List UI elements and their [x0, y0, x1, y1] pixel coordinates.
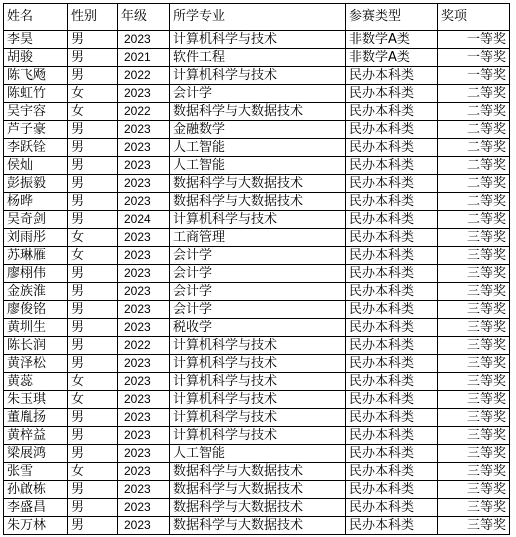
cell-major: 会计学 — [170, 301, 346, 319]
cell-category: 民办本科类 — [346, 67, 438, 85]
cell-category: 民办本科类 — [346, 499, 438, 517]
header-major: 所学专业 — [170, 4, 346, 31]
cell-category: 民办本科类 — [346, 85, 438, 103]
cell-major: 计算机科学与技术 — [170, 337, 346, 355]
cell-major: 计算机科学与技术 — [170, 373, 346, 391]
cell-major: 会计学 — [170, 247, 346, 265]
cell-major: 计算机科学与技术 — [170, 391, 346, 409]
cell-category: 民办本科类 — [346, 427, 438, 445]
cell-name: 梁展鸿 — [4, 445, 68, 463]
cell-award: 三等奖 — [438, 517, 510, 535]
cell-name: 吴奇剑 — [4, 211, 68, 229]
cell-gender: 男 — [68, 139, 118, 157]
table-row — [4, 463, 510, 481]
cell-category: 民办本科类 — [346, 373, 438, 391]
cell-major: 数据科学与大数据技术 — [170, 175, 346, 193]
cell-name: 黄蕊 — [4, 373, 68, 391]
cell-name: 陈飞飏 — [4, 67, 68, 85]
table-row — [4, 175, 510, 193]
cell-gender: 男 — [68, 67, 118, 85]
cell-name: 刘雨彤 — [4, 229, 68, 247]
award-table — [3, 3, 510, 535]
cell-grade: 2023 — [118, 481, 170, 499]
cell-grade: 2023 — [118, 445, 170, 463]
cell-gender: 女 — [68, 85, 118, 103]
table-row — [4, 283, 510, 301]
cell-award: 二等奖 — [438, 175, 510, 193]
cell-category: 民办本科类 — [346, 319, 438, 337]
cell-award: 三等奖 — [438, 481, 510, 499]
table-row — [4, 427, 510, 445]
cell-award: 三等奖 — [438, 409, 510, 427]
cell-major: 数据科学与大数据技术 — [170, 499, 346, 517]
cell-name: 朱万林 — [4, 517, 68, 535]
cell-gender: 男 — [68, 337, 118, 355]
cell-award: 二等奖 — [438, 121, 510, 139]
table-row — [4, 139, 510, 157]
cell-major: 计算机科学与技术 — [170, 31, 346, 49]
table-row — [4, 49, 510, 67]
cell-grade: 2022 — [118, 67, 170, 85]
cell-grade: 2023 — [118, 157, 170, 175]
table-row — [4, 373, 510, 391]
cell-major: 计算机科学与技术 — [170, 355, 346, 373]
cell-major: 计算机科学与技术 — [170, 427, 346, 445]
table-row — [4, 31, 510, 49]
cell-gender: 男 — [68, 157, 118, 175]
cell-gender: 男 — [68, 265, 118, 283]
cell-grade: 2024 — [118, 211, 170, 229]
cell-award: 三等奖 — [438, 445, 510, 463]
cell-name: 董胤扬 — [4, 409, 68, 427]
cell-major: 金融数学 — [170, 121, 346, 139]
table-row — [4, 211, 510, 229]
table-row — [4, 319, 510, 337]
cell-award: 三等奖 — [438, 427, 510, 445]
cell-award: 二等奖 — [438, 211, 510, 229]
cell-name: 黄圳生 — [4, 319, 68, 337]
cell-gender: 男 — [68, 517, 118, 535]
cell-gender: 男 — [68, 283, 118, 301]
cell-name: 苏琳雁 — [4, 247, 68, 265]
table-row — [4, 121, 510, 139]
cell-category: 民办本科类 — [346, 121, 438, 139]
cell-grade: 2023 — [118, 517, 170, 535]
cell-gender: 男 — [68, 499, 118, 517]
cell-award: 一等奖 — [438, 49, 510, 67]
cell-gender: 男 — [68, 49, 118, 67]
cell-name: 杨晔 — [4, 193, 68, 211]
cell-grade: 2023 — [118, 319, 170, 337]
header-gender: 性别 — [68, 4, 118, 31]
cell-name: 李昊 — [4, 31, 68, 49]
table-row — [4, 265, 510, 283]
cell-award: 一等奖 — [438, 31, 510, 49]
cell-name: 朱玉琪 — [4, 391, 68, 409]
cell-category: 民办本科类 — [346, 409, 438, 427]
cell-category: 民办本科类 — [346, 211, 438, 229]
cell-major: 计算机科学与技术 — [170, 67, 346, 85]
cell-gender: 男 — [68, 31, 118, 49]
cell-name: 张雪 — [4, 463, 68, 481]
cell-award: 一等奖 — [438, 67, 510, 85]
cell-gender: 女 — [68, 103, 118, 121]
cell-category: 民办本科类 — [346, 193, 438, 211]
cell-major: 计算机科学与技术 — [170, 409, 346, 427]
table-body — [4, 31, 510, 535]
cell-name: 李盛昌 — [4, 499, 68, 517]
cell-name: 彭振毅 — [4, 175, 68, 193]
cell-gender: 男 — [68, 175, 118, 193]
cell-grade: 2023 — [118, 301, 170, 319]
cell-grade: 2023 — [118, 499, 170, 517]
table-row — [4, 409, 510, 427]
table-row — [4, 301, 510, 319]
cell-award: 三等奖 — [438, 337, 510, 355]
cell-major: 数据科学与大数据技术 — [170, 103, 346, 121]
cell-gender: 男 — [68, 409, 118, 427]
cell-gender: 女 — [68, 391, 118, 409]
cell-gender: 男 — [68, 481, 118, 499]
cell-gender: 男 — [68, 355, 118, 373]
cell-grade: 2023 — [118, 85, 170, 103]
cell-grade: 2022 — [118, 103, 170, 121]
cell-award: 二等奖 — [438, 139, 510, 157]
cell-name: 黄梓益 — [4, 427, 68, 445]
table-row — [4, 85, 510, 103]
cell-award: 三等奖 — [438, 355, 510, 373]
table-row — [4, 445, 510, 463]
cell-grade: 2023 — [118, 121, 170, 139]
cell-award: 三等奖 — [438, 247, 510, 265]
cell-major: 软件工程 — [170, 49, 346, 67]
cell-gender: 男 — [68, 445, 118, 463]
cell-gender: 男 — [68, 121, 118, 139]
cell-award: 二等奖 — [438, 157, 510, 175]
table-row — [4, 103, 510, 121]
cell-grade: 2023 — [118, 391, 170, 409]
cell-grade: 2023 — [118, 31, 170, 49]
cell-name: 侯灿 — [4, 157, 68, 175]
table-row — [4, 67, 510, 85]
cell-category: 民办本科类 — [346, 247, 438, 265]
cell-category: 民办本科类 — [346, 337, 438, 355]
cell-grade: 2021 — [118, 49, 170, 67]
cell-award: 二等奖 — [438, 193, 510, 211]
cell-category: 民办本科类 — [346, 301, 438, 319]
cell-major: 会计学 — [170, 283, 346, 301]
table-row — [4, 499, 510, 517]
cell-major: 计算机科学与技术 — [170, 211, 346, 229]
cell-grade: 2023 — [118, 427, 170, 445]
cell-grade: 2023 — [118, 265, 170, 283]
cell-category: 民办本科类 — [346, 139, 438, 157]
cell-award: 二等奖 — [438, 85, 510, 103]
cell-category: 民办本科类 — [346, 265, 438, 283]
cell-award: 三等奖 — [438, 499, 510, 517]
table-row — [4, 193, 510, 211]
cell-award: 三等奖 — [438, 391, 510, 409]
cell-gender: 男 — [68, 301, 118, 319]
cell-grade: 2023 — [118, 175, 170, 193]
cell-category: 民办本科类 — [346, 175, 438, 193]
cell-category: 非数学A类 — [346, 31, 438, 49]
cell-category: 非数学A类 — [346, 49, 438, 67]
cell-award: 三等奖 — [438, 319, 510, 337]
cell-category: 民办本科类 — [346, 391, 438, 409]
cell-category: 民办本科类 — [346, 283, 438, 301]
cell-name: 李跃铨 — [4, 139, 68, 157]
table-row — [4, 355, 510, 373]
table-row — [4, 391, 510, 409]
cell-name: 陈虹竹 — [4, 85, 68, 103]
cell-award: 三等奖 — [438, 373, 510, 391]
cell-major: 工商管理 — [170, 229, 346, 247]
table-row — [4, 517, 510, 535]
cell-category: 民办本科类 — [346, 517, 438, 535]
cell-grade: 2023 — [118, 247, 170, 265]
cell-grade: 2023 — [118, 193, 170, 211]
cell-major: 人工智能 — [170, 445, 346, 463]
cell-grade: 2023 — [118, 229, 170, 247]
cell-award: 三等奖 — [438, 229, 510, 247]
cell-major: 会计学 — [170, 265, 346, 283]
cell-award: 三等奖 — [438, 265, 510, 283]
cell-grade: 2022 — [118, 337, 170, 355]
header-row — [4, 4, 510, 31]
header-award: 奖项 — [438, 4, 510, 31]
cell-grade: 2023 — [118, 355, 170, 373]
cell-major: 会计学 — [170, 85, 346, 103]
cell-grade: 2023 — [118, 373, 170, 391]
cell-name: 廖俊铭 — [4, 301, 68, 319]
cell-name: 廖栩伟 — [4, 265, 68, 283]
cell-category: 民办本科类 — [346, 355, 438, 373]
table-row — [4, 481, 510, 499]
cell-grade: 2023 — [118, 463, 170, 481]
cell-name: 孙啟栋 — [4, 481, 68, 499]
cell-major: 数据科学与大数据技术 — [170, 517, 346, 535]
cell-gender: 女 — [68, 463, 118, 481]
cell-major: 人工智能 — [170, 139, 346, 157]
cell-name: 胡骏 — [4, 49, 68, 67]
cell-name: 吴宇容 — [4, 103, 68, 121]
cell-grade: 2023 — [118, 409, 170, 427]
cell-category: 民办本科类 — [346, 463, 438, 481]
table-row — [4, 337, 510, 355]
cell-name: 金族淮 — [4, 283, 68, 301]
cell-category: 民办本科类 — [346, 481, 438, 499]
cell-name: 陈长润 — [4, 337, 68, 355]
cell-major: 数据科学与大数据技术 — [170, 193, 346, 211]
cell-gender: 男 — [68, 211, 118, 229]
cell-gender: 男 — [68, 427, 118, 445]
cell-gender: 女 — [68, 373, 118, 391]
cell-award: 三等奖 — [438, 301, 510, 319]
cell-award: 三等奖 — [438, 283, 510, 301]
cell-category: 民办本科类 — [346, 229, 438, 247]
cell-major: 数据科学与大数据技术 — [170, 481, 346, 499]
cell-category: 民办本科类 — [346, 157, 438, 175]
table-row — [4, 229, 510, 247]
cell-major: 人工智能 — [170, 157, 346, 175]
cell-gender: 女 — [68, 229, 118, 247]
cell-grade: 2023 — [118, 139, 170, 157]
cell-award: 二等奖 — [438, 103, 510, 121]
cell-major: 税收学 — [170, 319, 346, 337]
cell-grade: 2023 — [118, 283, 170, 301]
table-row — [4, 157, 510, 175]
header-name: 姓名 — [4, 4, 68, 31]
header-grade: 年级 — [118, 4, 170, 31]
cell-gender: 男 — [68, 193, 118, 211]
cell-gender: 女 — [68, 247, 118, 265]
cell-award: 三等奖 — [438, 463, 510, 481]
cell-name: 黄泽松 — [4, 355, 68, 373]
cell-name: 芦子豪 — [4, 121, 68, 139]
table-header — [4, 4, 510, 31]
table-row — [4, 247, 510, 265]
cell-category: 民办本科类 — [346, 103, 438, 121]
cell-category: 民办本科类 — [346, 445, 438, 463]
cell-major: 数据科学与大数据技术 — [170, 463, 346, 481]
header-category: 参赛类型 — [346, 4, 438, 31]
cell-gender: 男 — [68, 319, 118, 337]
